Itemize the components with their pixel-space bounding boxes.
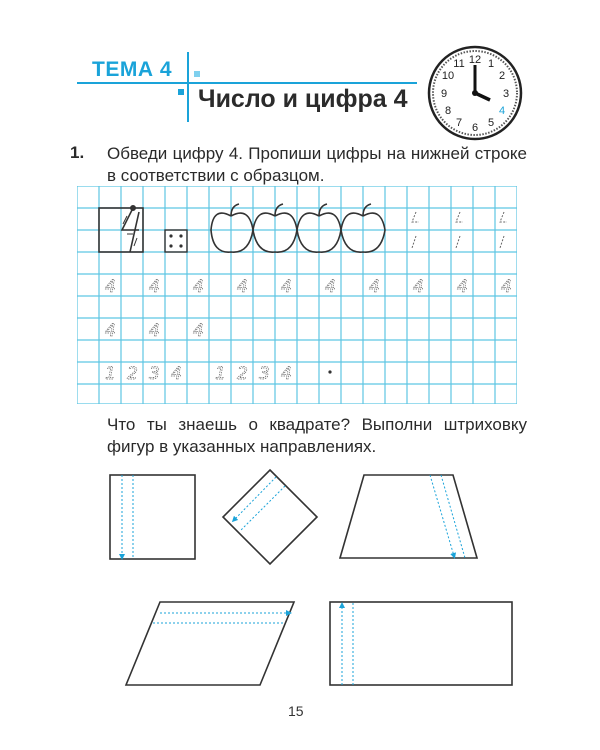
svg-text:1: 1	[487, 58, 495, 70]
svg-text:4: 4	[149, 277, 160, 297]
svg-text:8: 8	[444, 105, 452, 117]
svg-text:9: 9	[440, 88, 448, 100]
task-number: 1.	[70, 143, 85, 162]
page-number: 15	[288, 703, 304, 719]
apples-icon	[211, 204, 385, 252]
svg-text:4: 4	[413, 277, 424, 297]
svg-text:2: 2	[498, 70, 506, 82]
svg-text:4: 4	[498, 105, 506, 117]
svg-text:4: 4	[501, 277, 512, 297]
svg-text:4: 4	[171, 364, 182, 384]
hatching-shapes[interactable]	[0, 460, 600, 700]
clock-icon	[425, 43, 525, 143]
square-shape	[110, 475, 195, 559]
svg-text:4: 4	[105, 277, 116, 297]
svg-text:4: 4	[281, 364, 292, 384]
svg-text:4: 4	[281, 277, 292, 297]
svg-text:4: 4	[325, 277, 336, 297]
trapezoid-shape	[340, 475, 477, 558]
rotated-square-shape	[223, 470, 317, 564]
task-instruction: Что ты знаешь о квадрате? Выполни штриховку фигур в указанных направлениях.	[107, 415, 527, 456]
svg-text:4: 4	[237, 277, 248, 297]
svg-text:3: 3	[502, 88, 510, 100]
rectangle-shape	[330, 602, 512, 685]
svg-text:4: 4	[369, 277, 380, 297]
svg-text:3: 3	[149, 364, 160, 384]
decor-square	[178, 89, 184, 95]
svg-text:4: 4	[457, 277, 468, 297]
svg-text:6: 6	[471, 122, 479, 134]
parallelogram-shape	[126, 602, 294, 685]
writing-grid[interactable]	[77, 186, 517, 404]
svg-text:10: 10	[441, 70, 455, 82]
svg-text:11: 11	[453, 58, 465, 70]
svg-text:4: 4	[105, 321, 116, 341]
topic-label: ТЕМА 4	[92, 58, 173, 81]
svg-text:2: 2	[127, 364, 138, 384]
decor-square	[194, 71, 200, 77]
dice-four-dots-icon	[165, 230, 187, 252]
svg-text:4: 4	[193, 277, 204, 297]
svg-text:7: 7	[455, 117, 463, 129]
page-title: Число и цифра 4	[198, 85, 408, 113]
svg-text:3: 3	[259, 364, 270, 384]
header-divider-vertical	[187, 52, 189, 122]
svg-text:12: 12	[468, 54, 482, 66]
svg-text:5: 5	[487, 117, 495, 129]
svg-text:2: 2	[237, 364, 248, 384]
svg-text:4: 4	[193, 321, 204, 341]
svg-text:4: 4	[149, 321, 160, 341]
svg-text:1: 1	[215, 364, 226, 384]
svg-text:1: 1	[105, 364, 116, 384]
task-instruction: Обведи цифру 4. Пропиши цифры на нижней строке в соответствии с образцом.	[107, 144, 527, 185]
header-divider-horizontal	[77, 82, 417, 84]
